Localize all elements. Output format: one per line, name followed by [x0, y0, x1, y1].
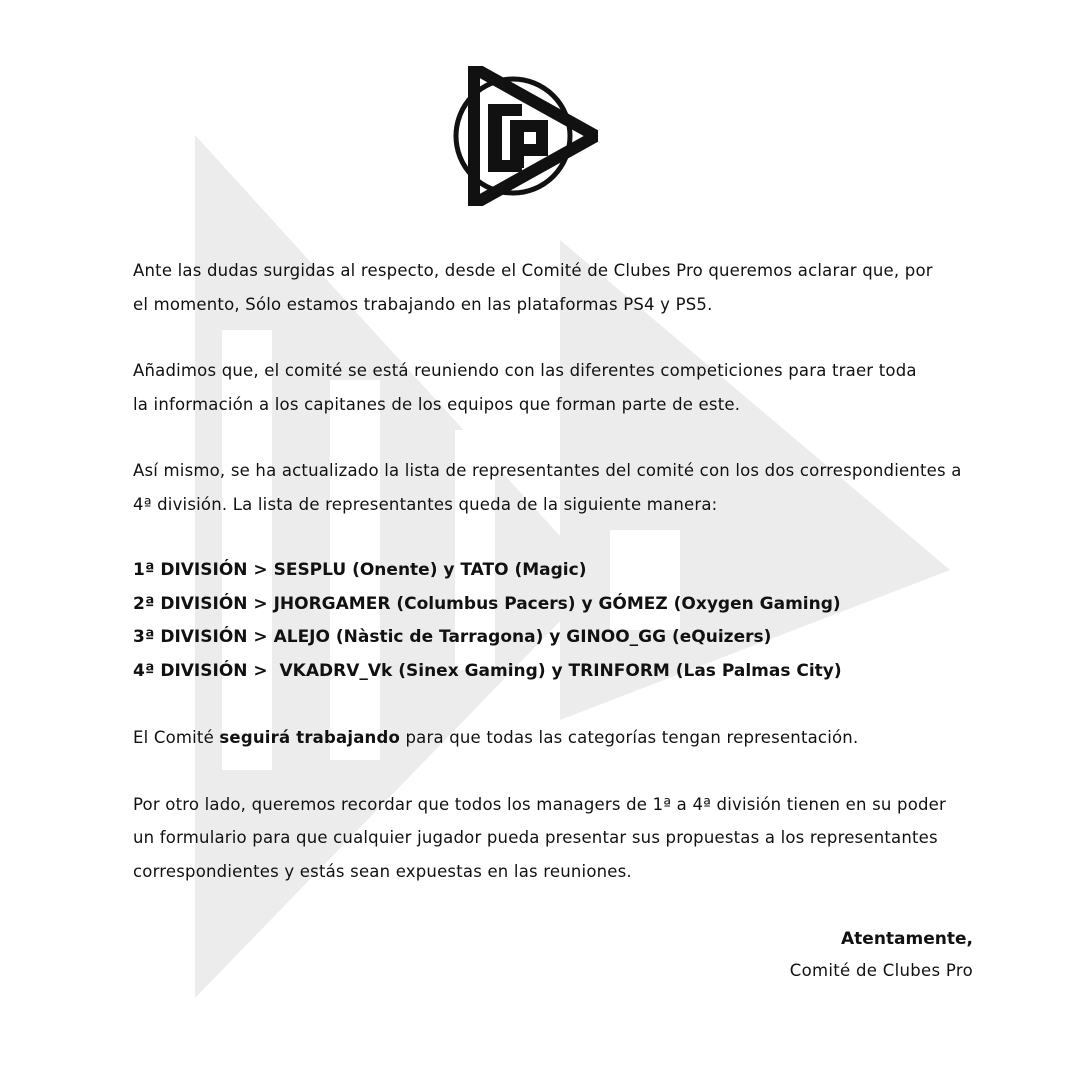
statement-body: [133, 254, 983, 921]
update-line-2: 4ª división. La lista de representantes queda de la siguiente manera:: [133, 494, 718, 514]
commitment-text-bold: seguirá trabajando: [219, 728, 401, 747]
division-3-representatives: 3ª DIVISIÓN > ALEJO (Nàstic de Tarragona) y GINOO_GG (eQuizers): [133, 627, 772, 647]
update-paragraph: [133, 454, 983, 521]
division-4-representatives: 4ª DIVISIÓN > VKADRV_Vk (Sinex Gaming) y TRINFORM (Las Palmas City): [133, 660, 842, 681]
meeting-line-1: Añadimos que, el comité se está reuniendo con las diferentes competiciones para traer toda: [133, 361, 917, 380]
commitment-paragraph: [133, 721, 983, 755]
commitment-text-before: El Comité: [133, 728, 220, 747]
reminder-paragraph: [133, 788, 983, 889]
division-1-representatives: 1ª DIVISIÓN > SESPLU (Onente) y TATO (Magic): [133, 560, 587, 580]
intro-paragraph: [133, 254, 983, 321]
signature-block: [790, 923, 973, 987]
division-2-representatives: 2ª DIVISIÓN > JHORGAMER (Columbus Pacers) y GÓMEZ (Oxygen Gaming): [133, 593, 841, 614]
reminder-line-3: correspondientes y estás sean expuestas en las reuniones.: [133, 861, 632, 881]
division-representatives-list: [133, 554, 983, 688]
meeting-line-2: la información a los capitanes de los equipos que forman parte de este.: [133, 394, 741, 414]
intro-line-1: Ante las dudas surgidas al respecto, desde el Comité de Clubes Pro queremos aclarar que, por: [133, 261, 933, 280]
intro-line-2: el momento, Sólo estamos trabajando en las plataformas PS4 y PS5.: [133, 294, 713, 314]
signature-closing: Atentamente,: [841, 929, 973, 949]
commitment-line: [133, 721, 983, 755]
update-line-1: Así mismo, se ha actualizado la lista de representantes del comité con los dos correspondientes a: [133, 461, 962, 480]
commitment-text-after: para que todas las categorías tengan representación.: [400, 728, 859, 747]
meeting-paragraph: [133, 354, 983, 421]
clubes-pro-logo-icon: [448, 66, 598, 206]
reminder-line-1: Por otro lado, queremos recordar que todos los managers de 1ª a 4ª división tienen en su poder: [133, 794, 946, 814]
reminder-line-2: un formulario para que cualquier jugador pueda presentar sus propuestas a los representantes: [133, 828, 938, 847]
signature-name: Comité de Clubes Pro: [789, 961, 973, 980]
